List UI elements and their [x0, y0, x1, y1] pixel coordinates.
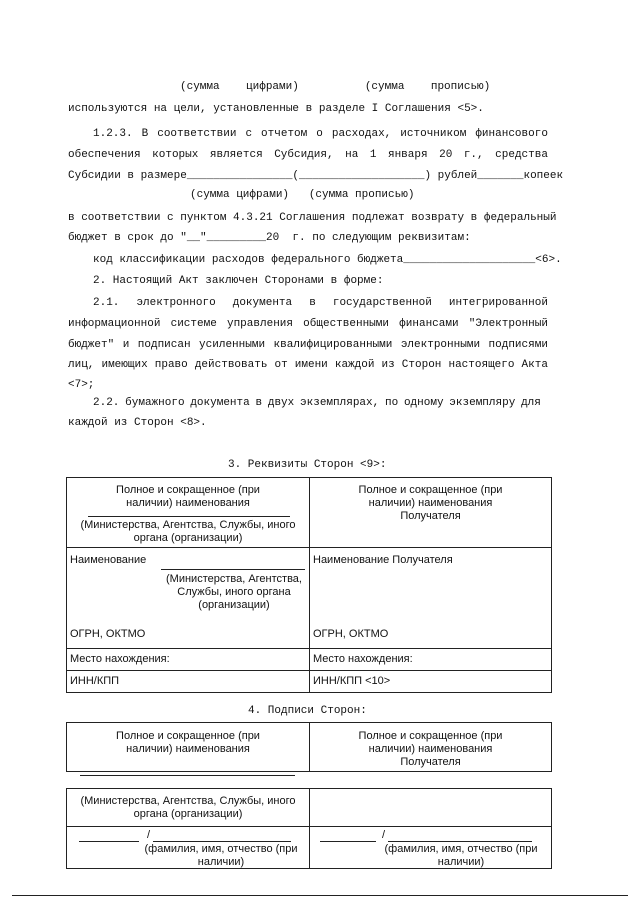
paragraph-2-1-line4 — [68, 358, 548, 372]
left-name-caption: (Министерства, Агентства, Службы, иного органа (организации) — [166, 573, 302, 611]
word: г., — [463, 149, 484, 161]
word: бюджет" — [68, 339, 115, 351]
word: общественными — [303, 318, 389, 330]
word: государственной — [332, 297, 432, 309]
word: источником — [400, 128, 467, 140]
requisites-left-header-cell — [67, 478, 310, 548]
word: электронными — [400, 339, 481, 351]
text-line: в соответствии с пунктом 4.3.21 Соглашения подлежат возврату в федеральный — [68, 212, 557, 224]
word: финансами — [399, 318, 459, 330]
word: 2.1. — [93, 297, 120, 309]
right-header-label: Полное и сокращенное (при наличии) наименования Получателя — [358, 484, 503, 522]
section-3-title: 3. Реквизиты Сторон <9>: — [228, 459, 387, 471]
text-line: бюджет в срок до "__"_________20 г. по следующим реквизитам: — [68, 232, 471, 244]
word: 2.2. — [93, 397, 120, 409]
section-4-title: 4. Подписи Сторон: — [248, 705, 367, 717]
word: 1 — [369, 149, 377, 161]
word: финансового — [475, 128, 548, 140]
word: от — [274, 359, 288, 371]
word: на — [345, 149, 359, 161]
text-line: <7>; — [68, 379, 95, 391]
signature-underline — [79, 841, 139, 842]
word: право — [154, 359, 188, 371]
word: документа — [232, 297, 293, 309]
word: и — [122, 339, 130, 351]
fio-underline — [388, 841, 532, 842]
word: отчетом — [261, 128, 308, 140]
left-header-label: Полное и сокращенное (при наличии) наименования — [116, 484, 260, 509]
right-location-cell: Место нахождения: — [310, 649, 552, 671]
word: января — [387, 149, 428, 161]
sum-captions-top: (сумма цифрами) (сумма прописью) — [180, 81, 491, 93]
word: документа — [190, 397, 250, 409]
word: информационной — [68, 318, 161, 330]
word: по — [384, 397, 399, 409]
requisites-left-name-cell — [67, 548, 310, 649]
word: Акта — [521, 359, 548, 371]
text-line: код классификации расходов федерального бюджета____________________<6>. — [93, 254, 562, 266]
word: подписями — [488, 339, 548, 351]
left-name-label: Наименование — [70, 554, 147, 566]
sign-right-signature-cell — [310, 827, 552, 869]
word: двух — [267, 397, 295, 409]
word: о — [316, 128, 323, 140]
word: каждой — [334, 359, 375, 371]
requisites-right-name-cell — [310, 548, 552, 649]
word: экземплярах, — [300, 397, 380, 409]
word: действовать — [194, 359, 268, 371]
name-underline — [161, 569, 305, 570]
word: интегрированной — [448, 297, 548, 309]
text-line: используются на цели, установленные в разделе I Соглашения <5>. — [68, 103, 484, 115]
word: для — [521, 397, 541, 409]
sign-left-signature-cell — [67, 827, 310, 869]
signatures-header-table — [66, 722, 552, 772]
signature-slash: / — [147, 829, 151, 841]
word: настоящего — [448, 359, 515, 371]
sign-right-org-cell — [310, 789, 552, 827]
word: в — [309, 297, 316, 309]
word: из — [381, 359, 395, 371]
word: 1.2.3. — [93, 128, 133, 140]
sign-left-fio-caption: (фамилия, имя, отчество (при наличии) — [144, 843, 298, 868]
sign-left-org-caption: (Министерства, Агентства, Службы, иного органа (организации) — [80, 795, 296, 820]
word: экземпляру — [449, 397, 516, 409]
requisites-table — [66, 477, 552, 693]
word: является — [209, 149, 263, 161]
word: расходах, — [331, 128, 392, 140]
word: которых — [152, 149, 199, 161]
subsidy-amount-line: Субсидии в размере________________(___________________) рублей_______копеек — [68, 170, 564, 182]
word: с — [245, 128, 253, 140]
word: системе — [170, 318, 217, 330]
word: 20 — [439, 149, 453, 161]
left-inn-cell: ИНН/КПП — [67, 671, 310, 693]
word: "Электронный — [468, 318, 548, 330]
word: Сторон — [401, 359, 442, 371]
signatures-right-header-cell — [310, 723, 552, 772]
left-location-cell: Место нахождения: — [67, 649, 310, 671]
paragraph-1-2-3-line2 — [68, 148, 548, 162]
paragraph-2: 2. Настоящий Акт заключен Сторонами в форме: — [93, 275, 384, 287]
left-ogrn-label: ОГРН, ОКТМО — [70, 628, 146, 640]
word: электронного — [136, 297, 216, 309]
signatures-left-header-cell — [67, 723, 310, 772]
word: имеющих — [101, 359, 148, 371]
right-name-label: Наименование Получателя — [313, 554, 453, 566]
signature-slash: / — [382, 829, 386, 841]
paragraph-2-1-line1 — [93, 296, 548, 310]
word: лиц, — [68, 359, 95, 371]
word: обеспечения — [68, 149, 141, 161]
word: средства — [495, 149, 548, 161]
word: в — [255, 397, 263, 409]
word: В — [141, 128, 149, 140]
sign-right-fio-caption: (фамилия, имя, отчество (при наличии) — [384, 843, 538, 868]
signature-underline — [320, 841, 376, 842]
word: имени — [294, 359, 328, 371]
left-header-caption: (Министерства, Агентства, Службы, иного органа (организации) — [80, 519, 296, 544]
word: подписан — [137, 339, 191, 351]
right-ogrn-label: ОГРН, ОКТМО — [313, 628, 389, 640]
text-line: каждой из Сторон <8>. — [68, 417, 207, 429]
word: Субсидия, — [274, 149, 334, 161]
word: усиленными — [199, 339, 266, 351]
word: квалифицированными — [273, 339, 393, 351]
paragraph-2-2-line1 — [93, 396, 541, 410]
page-bottom-rule — [12, 895, 628, 896]
paragraph-2-1-line3 — [68, 338, 548, 352]
paragraph-1-2-3-line1 — [93, 127, 548, 141]
word: одному — [403, 397, 444, 409]
requisites-right-header-cell — [310, 478, 552, 548]
word: соответствии — [157, 128, 237, 140]
paragraph-2-1-line2 — [68, 317, 548, 331]
fio-underline — [153, 841, 291, 842]
word: управления — [226, 318, 293, 330]
right-inn-cell: ИНН/КПП <10> — [310, 671, 552, 693]
sign-right-header: Полное и сокращенное (при наличии) наименования Получателя — [358, 730, 503, 768]
sign-left-header: Полное и сокращенное (при наличии) наименования — [116, 730, 260, 755]
signatures-table — [66, 788, 552, 869]
organization-underline — [80, 775, 295, 776]
sign-left-org-cell — [67, 789, 310, 827]
word: бумажного — [125, 397, 185, 409]
sum-captions-mid: (сумма цифрами) (сумма прописью) — [190, 189, 415, 201]
